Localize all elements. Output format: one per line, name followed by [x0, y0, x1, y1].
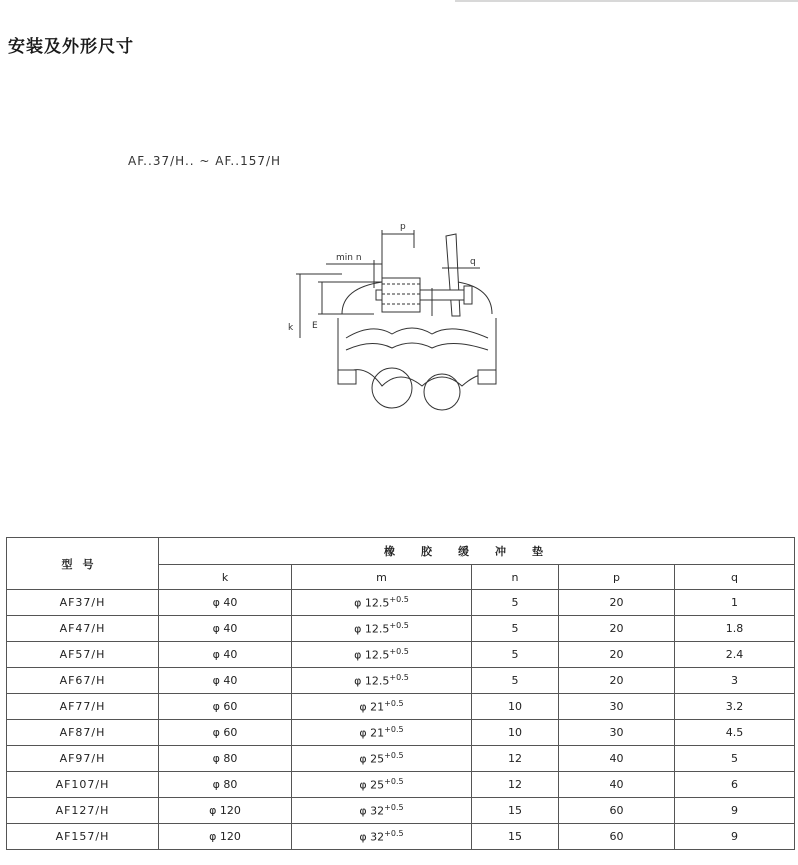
cell-m-base: φ 12.5: [354, 648, 390, 662]
table-row: [7, 590, 795, 616]
cell-p: 30: [559, 720, 675, 746]
cell-model: AF37/H: [7, 590, 159, 616]
cell-m: [292, 720, 472, 746]
cell-q: 3: [675, 668, 795, 694]
diagram-caption: AF..37/H.. ~ AF..157/H: [128, 154, 282, 168]
table-row: [7, 694, 795, 720]
cell-k: φ 80: [159, 746, 292, 772]
rubber-buffer-header: 橡胶缓冲垫: [159, 538, 795, 565]
cell-m-base: φ 21: [359, 700, 385, 714]
label-p: p: [400, 222, 406, 232]
cell-k: φ 60: [159, 694, 292, 720]
table-row: [7, 668, 795, 694]
label-E: E: [312, 321, 318, 331]
cell-m: [292, 824, 472, 850]
cell-m: [292, 616, 472, 642]
cell-m-tolerance: +0.5: [389, 673, 409, 683]
cell-n: 10: [472, 694, 559, 720]
cell-m-tolerance: +0.5: [389, 621, 409, 631]
cell-q: 5: [675, 746, 795, 772]
cell-m-base: φ 21: [359, 726, 385, 740]
cell-m-tolerance: +0.5: [384, 725, 404, 735]
cell-n: 12: [472, 746, 559, 772]
cell-q: 4.5: [675, 720, 795, 746]
cell-m: [292, 642, 472, 668]
cell-p: 40: [559, 746, 675, 772]
table-row: [7, 746, 795, 772]
cell-k: φ 40: [159, 616, 292, 642]
cell-model: AF107/H: [7, 772, 159, 798]
cell-m-base: φ 32: [359, 830, 385, 844]
label-k: k: [288, 323, 294, 333]
cell-n: 5: [472, 642, 559, 668]
cell-m: [292, 694, 472, 720]
column-header-p: p: [559, 565, 675, 590]
cell-m: [292, 746, 472, 772]
column-header-q: q: [675, 565, 795, 590]
cell-m-base: φ 25: [359, 752, 385, 766]
cell-model: AF47/H: [7, 616, 159, 642]
cell-model: AF97/H: [7, 746, 159, 772]
cell-m-tolerance: +0.5: [384, 803, 404, 813]
page-title: 安装及外形尺寸: [8, 37, 134, 57]
label-q: q: [470, 257, 476, 267]
column-header-m: m: [292, 565, 472, 590]
cell-n: 5: [472, 590, 559, 616]
cell-m-tolerance: +0.5: [384, 751, 404, 761]
cell-p: 20: [559, 590, 675, 616]
model-header: 型号: [7, 538, 159, 590]
cell-n: 12: [472, 772, 559, 798]
cell-q: 2.4: [675, 642, 795, 668]
cell-k: φ 120: [159, 824, 292, 850]
cell-k: φ 40: [159, 668, 292, 694]
column-header-k: k: [159, 565, 292, 590]
mounting-diagram: [282, 218, 522, 418]
cell-q: 1.8: [675, 616, 795, 642]
cell-m-base: φ 12.5: [354, 596, 390, 610]
cell-m-base: φ 32: [359, 804, 385, 818]
cell-m-base: φ 25: [359, 778, 385, 792]
table-row: [7, 798, 795, 824]
cell-model: AF77/H: [7, 694, 159, 720]
cell-q: 1: [675, 590, 795, 616]
cell-q: 6: [675, 772, 795, 798]
cell-n: 15: [472, 824, 559, 850]
cell-model: AF87/H: [7, 720, 159, 746]
column-header-n: n: [472, 565, 559, 590]
table-row: [7, 720, 795, 746]
cell-k: φ 40: [159, 590, 292, 616]
cell-p: 30: [559, 694, 675, 720]
cell-n: 5: [472, 616, 559, 642]
cell-q: 9: [675, 798, 795, 824]
cell-q: 3.2: [675, 694, 795, 720]
top-border-line: [455, 0, 798, 2]
cell-m-tolerance: +0.5: [384, 829, 404, 839]
cell-m-tolerance: +0.5: [384, 777, 404, 787]
cell-q: 9: [675, 824, 795, 850]
cell-m: [292, 668, 472, 694]
cell-m-tolerance: +0.5: [384, 699, 404, 709]
cell-k: φ 40: [159, 642, 292, 668]
cell-m: [292, 772, 472, 798]
cell-n: 10: [472, 720, 559, 746]
table-row: [7, 616, 795, 642]
cell-m-base: φ 12.5: [354, 674, 390, 688]
cell-m-base: φ 12.5: [354, 622, 390, 636]
cell-n: 15: [472, 798, 559, 824]
cell-p: 20: [559, 668, 675, 694]
label-min-n: min n: [336, 253, 362, 263]
cell-p: 60: [559, 798, 675, 824]
dimension-table: [6, 537, 795, 850]
cell-model: AF57/H: [7, 642, 159, 668]
cell-model: AF67/H: [7, 668, 159, 694]
cell-m-tolerance: +0.5: [389, 647, 409, 657]
cell-p: 20: [559, 616, 675, 642]
cell-k: φ 120: [159, 798, 292, 824]
cell-n: 5: [472, 668, 559, 694]
cell-model: AF157/H: [7, 824, 159, 850]
cell-m: [292, 798, 472, 824]
cell-p: 20: [559, 642, 675, 668]
cell-p: 40: [559, 772, 675, 798]
cell-k: φ 80: [159, 772, 292, 798]
table-row: [7, 772, 795, 798]
cell-m-tolerance: +0.5: [389, 595, 409, 605]
table-row: [7, 642, 795, 668]
cell-k: φ 60: [159, 720, 292, 746]
cell-model: AF127/H: [7, 798, 159, 824]
cell-m: [292, 590, 472, 616]
cell-p: 60: [559, 824, 675, 850]
table-row: [7, 824, 795, 850]
